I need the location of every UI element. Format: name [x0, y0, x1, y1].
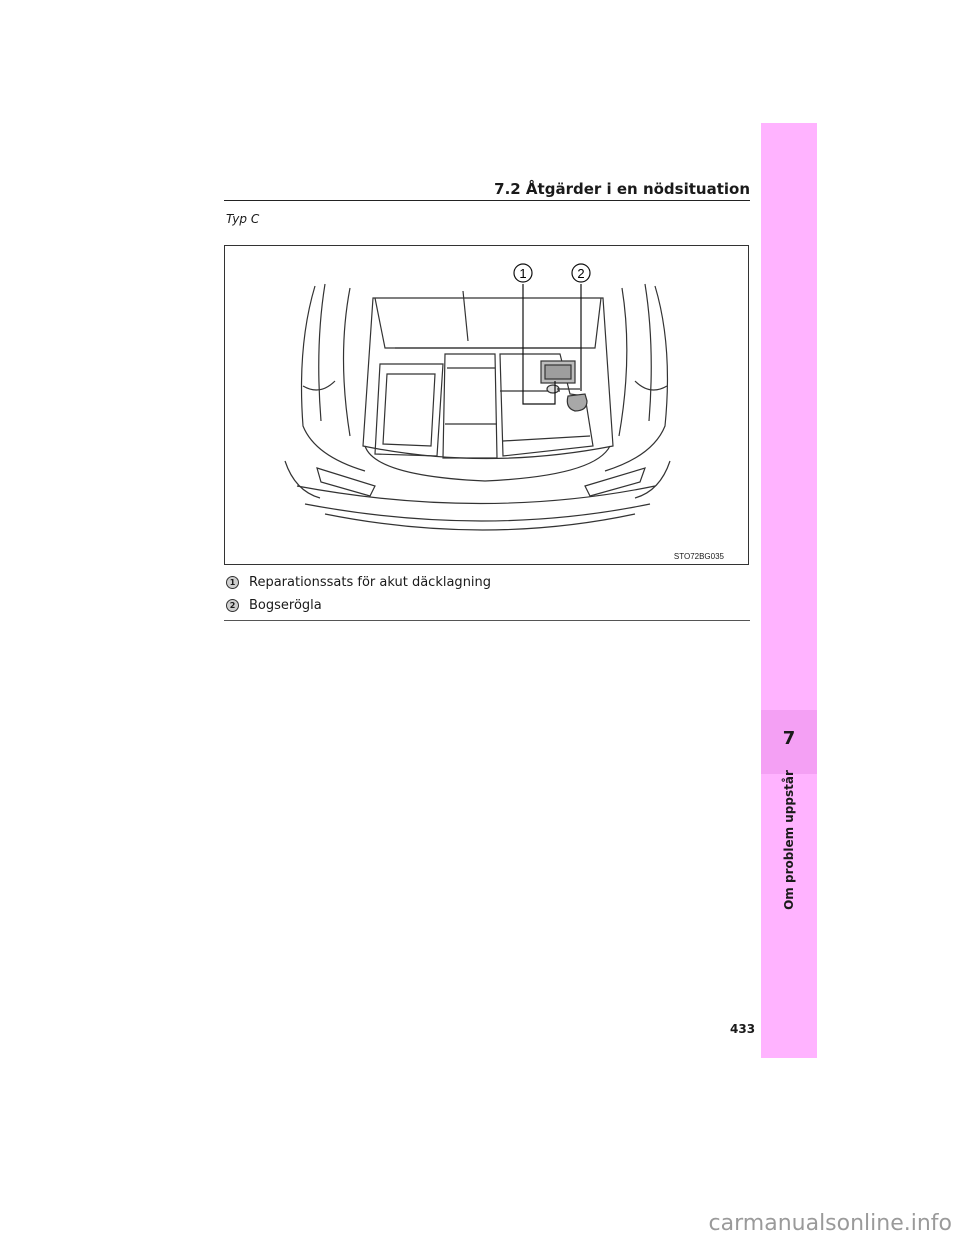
section-divider — [224, 620, 750, 621]
legend-item-2 — [226, 598, 746, 613]
section-title: 7.2 Åtgärder i en nödsituation — [494, 180, 750, 198]
legend-text: Reparationssats för akut däcklagning — [249, 575, 492, 590]
chapter-side-tab — [761, 123, 817, 1058]
callout-1 — [514, 264, 532, 282]
chapter-title: Om problem uppstår — [782, 770, 796, 910]
svg-text:1: 1 — [519, 266, 527, 281]
legend-text: Bogserögla — [249, 598, 322, 613]
svg-text:2: 2 — [577, 266, 585, 281]
trunk-illustration — [224, 245, 749, 565]
legend-item-1 — [226, 575, 746, 590]
type-subheading: Typ C — [226, 212, 260, 226]
chapter-number: 7 — [782, 728, 796, 749]
number-badge-icon: 1 — [226, 576, 239, 589]
figure-code: STO72BG035 — [673, 552, 724, 561]
page-number: 433 — [730, 1022, 756, 1036]
watermark: carmanualsonline.info — [708, 1211, 952, 1236]
car-trunk-drawing — [225, 246, 750, 566]
callout-2 — [572, 264, 590, 282]
number-badge-icon: 2 — [226, 599, 239, 612]
header-divider — [224, 200, 750, 201]
